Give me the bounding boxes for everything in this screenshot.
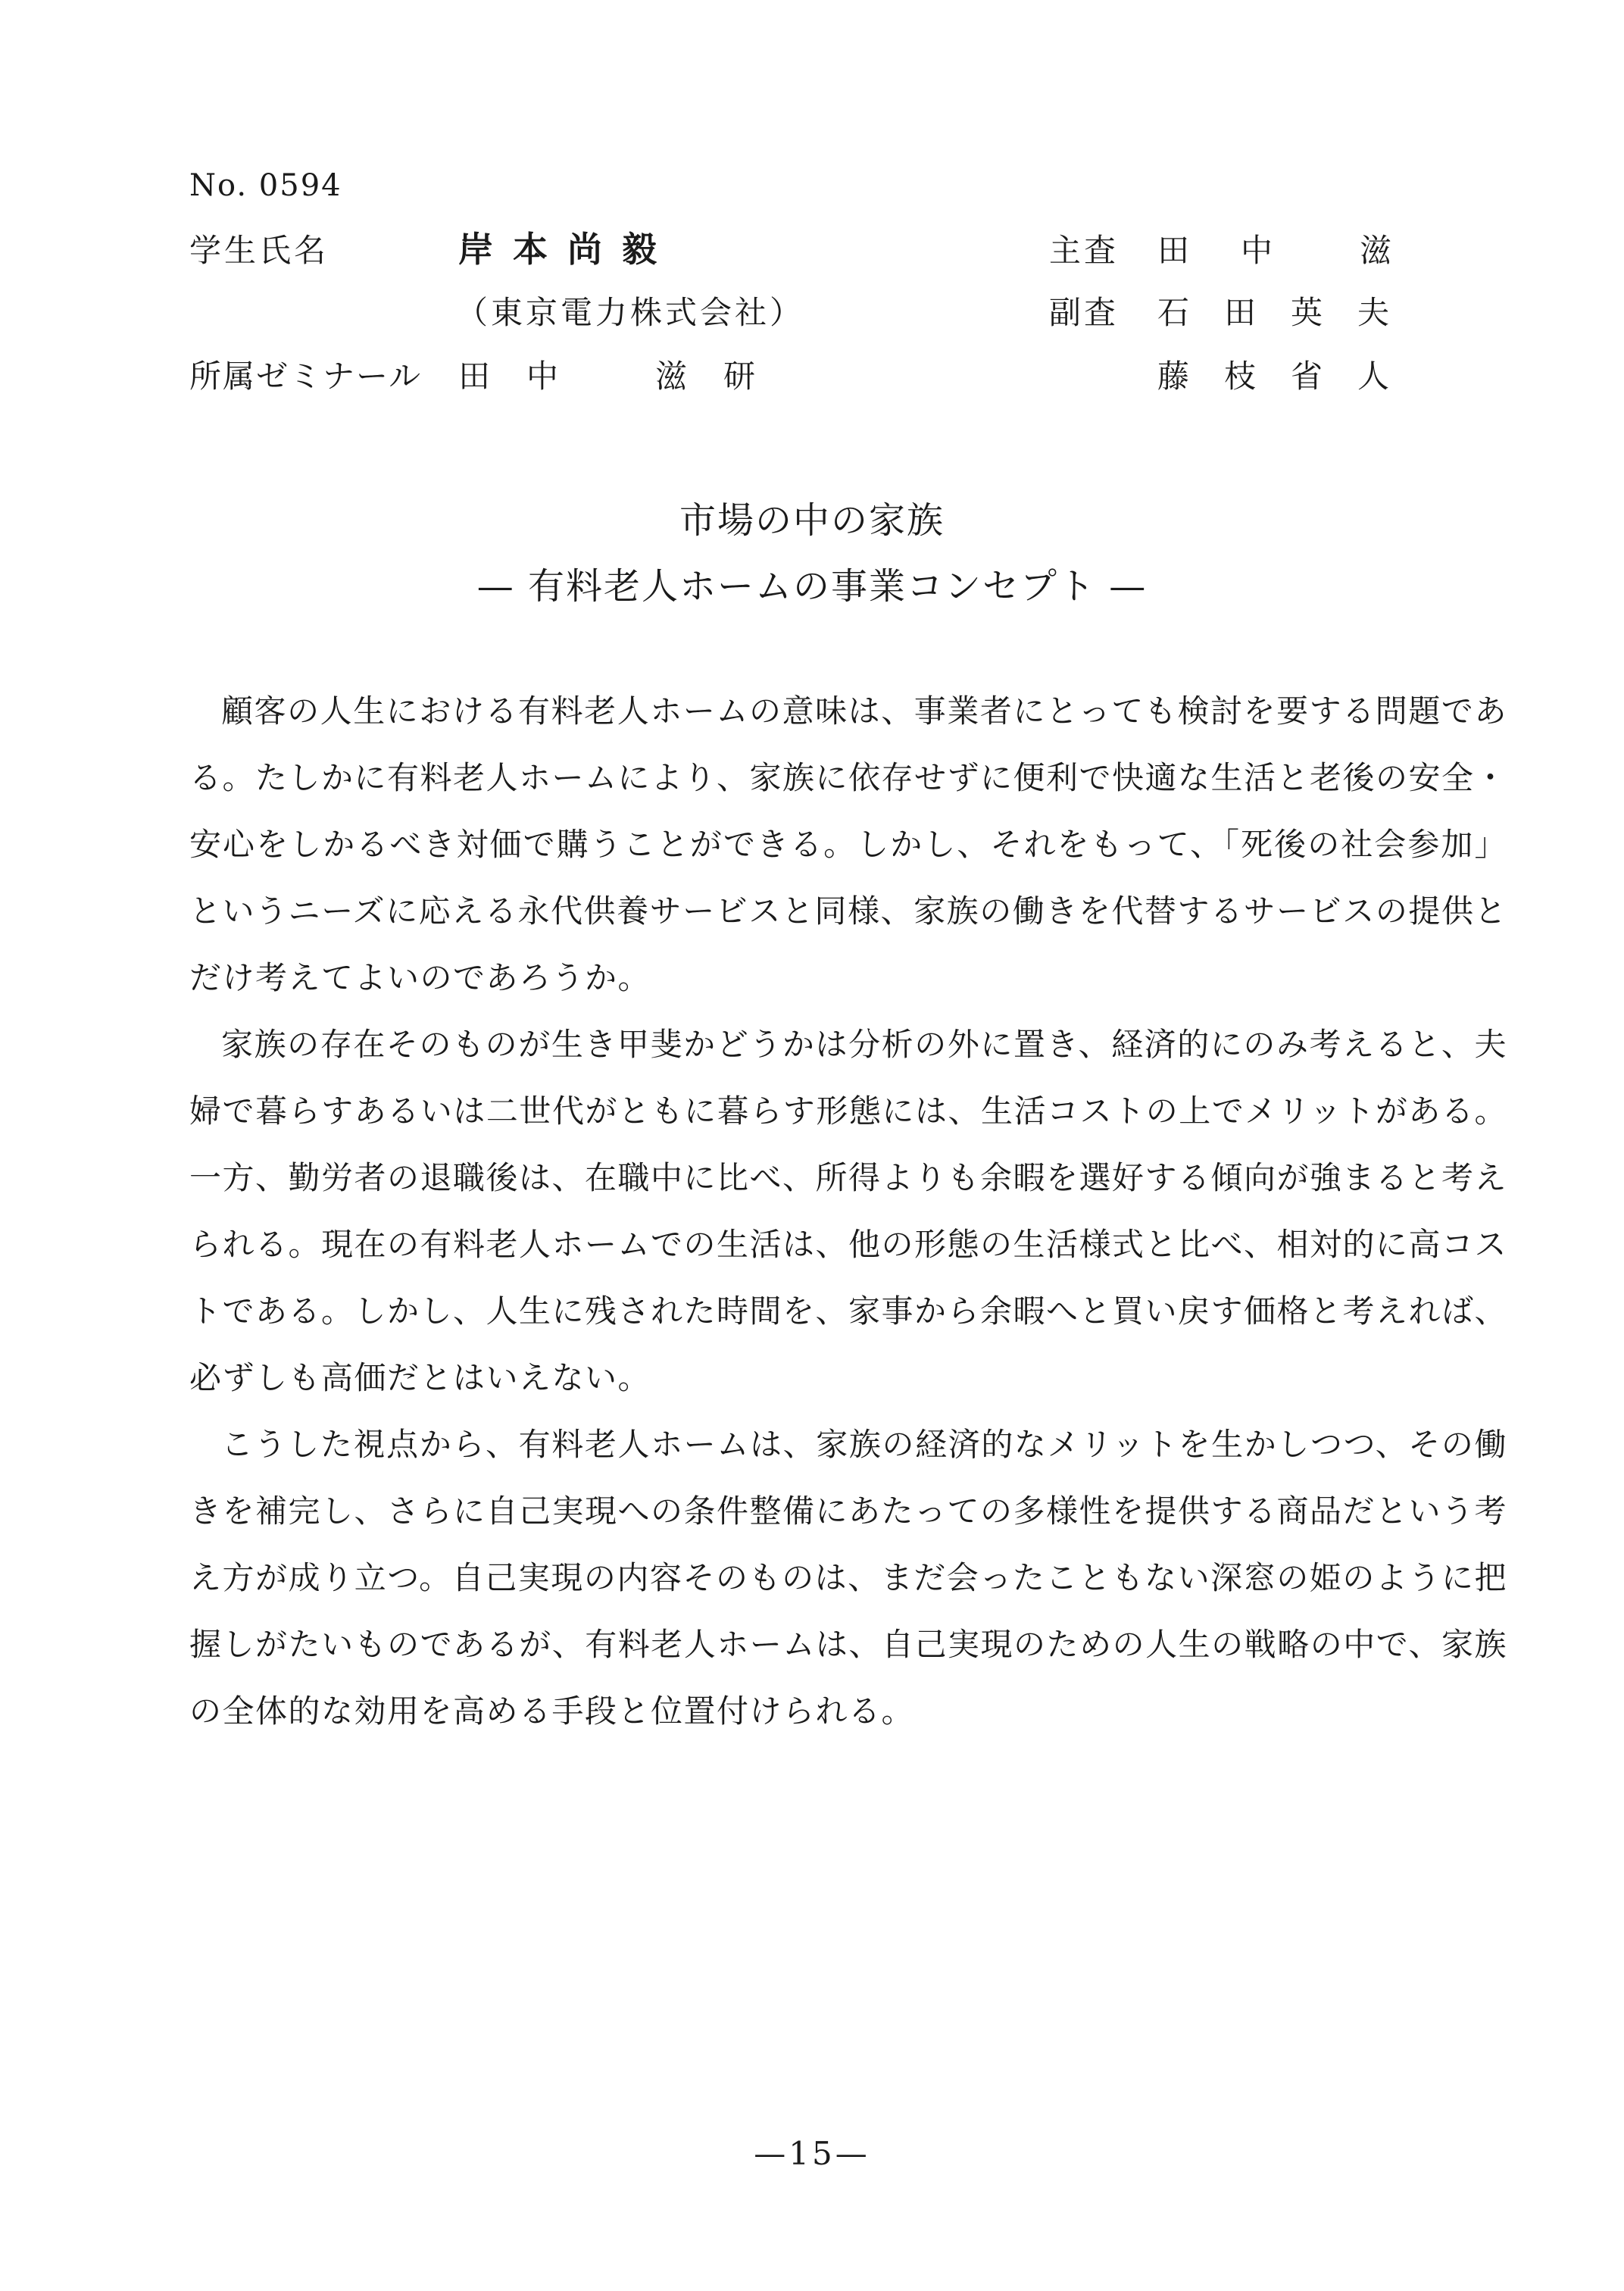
page-number: —15— [754, 2135, 870, 2172]
seminar-name-second: 滋研 [655, 358, 792, 395]
vice-examiner-1: 石田英夫 [1157, 294, 1425, 331]
student-name-label: 学生氏名 [189, 232, 329, 269]
vice-examiner-label: 副査 [1049, 294, 1120, 331]
seminar-name-first: 田中 [458, 358, 595, 395]
chief-examiner-label: 主査 [1049, 232, 1120, 269]
abstract-body [189, 678, 1507, 1745]
paragraph: 家族の存在そのものが生き甲斐かどうかは分析の外に置き、経済的にのみ考えると、夫婦で暮らすあるいは二世代がともに暮らす形態には、生活コストの上でメリットがある。一方、勤労者の退職後は、在職中に比べ、所得よりも余暇を選好する傾向が強まると考えられる。現在の有料老人ホームでの生活は、他の形態の生活様式と比べ、相対的に高コストである。しかし、人生に残された時間を、家事から余暇へと買い戻す価格と考えれば、必ずしも高価だとはいえない。 [189, 1026, 1508, 1396]
paragraph: こうした視点から、有料老人ホームは、家族の経済的なメリットを生かしつつ、その働きを補完し、さらに自己実現への条件整備にあたっての多様性を提供する商品だという考え方が成り立つ。自己実現の内容そのものは、まだ会ったこともない深窓の姫のように把握しがたいものであるが、有料老人ホームは、自己実現のための人生の戦略の中で、家族の全体的な効用を高める手段と位置付けられる。 [189, 1426, 1508, 1730]
paragraph: 顧客の人生における有料老人ホームの意味は、事業者にとっても検討を要する問題である。たしかに有料老人ホームにより、家族に依存せずに便利で快適な生活と老後の安全・安心をしかるべき対価で購うことができる。しかし、それをもって、「死後の社会参加」というニーズに応える永代供養サービスと同様、家族の働きを代替するサービスの提供とだけ考えてよいのであろうか。 [189, 692, 1508, 996]
chief-examiner-surname: 田中 [1157, 232, 1325, 269]
chief-examiner-given-name: 滋 [1360, 232, 1392, 269]
page-title: 市場の中の家族 [679, 499, 945, 542]
student-name: 岸本尚毅 [458, 229, 676, 270]
page-subtitle: — 有料老人ホームの事業コンセプト — [476, 565, 1148, 608]
student-affiliation: （東京電力株式会社） [456, 294, 805, 331]
vice-examiner-2: 藤枝省人 [1157, 358, 1425, 395]
seminar-label: 所属ゼミナール [189, 358, 423, 395]
document-number: No. 0594 [189, 168, 342, 203]
